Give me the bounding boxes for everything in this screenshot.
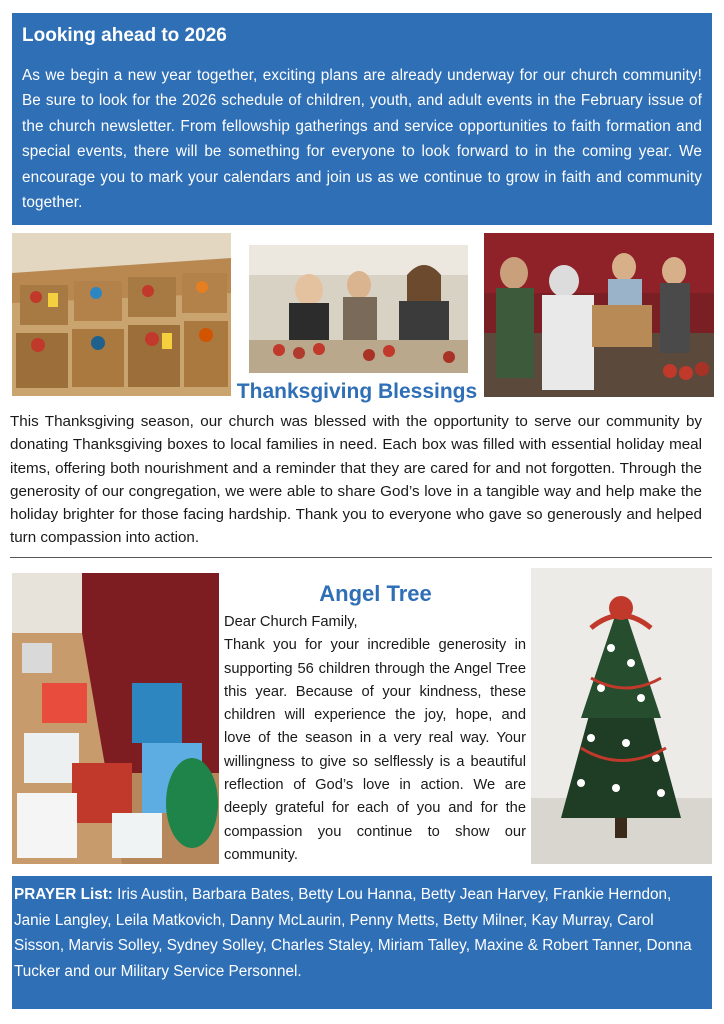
thanksgiving-body: This Thanksgiving season, our church was blessed with the opportunity to serve our community by donating Thanksgiving boxes to local families in need. Each box was filled with essential holiday meal items, offering both nourishment and a reminder that they are cared for and not forgotten. Through the generosity of our congregation, we were able to share God’s love in a tangible way and help make the holiday brighter for those facing hardship. Thank you to everyone who gave so generously and helped turn compassion into action. xyxy=(10,413,702,547)
prayer-list-box xyxy=(12,876,712,1009)
angel-tree-letter xyxy=(224,611,526,867)
angel-tree-title: Angel Tree xyxy=(319,581,432,606)
looking-ahead-banner xyxy=(12,13,712,225)
photo-decorated-christmas-tree xyxy=(531,568,712,864)
photo-angel-tree-gifts xyxy=(12,573,219,864)
photo-food-distribution xyxy=(484,233,714,397)
angel-tree-greeting: Dear Church Family, xyxy=(224,614,358,630)
section-divider xyxy=(10,557,712,558)
photo-volunteers-packing xyxy=(249,245,468,373)
photo-donation-boxes xyxy=(12,233,231,396)
angel-tree-body: Thank you for your incredible generosity in supporting 56 children through the Angel Tree this year. Because of your kindness, these children will experience the joy, hope, and love of the season in a very real way. Your willingness to give so selflessly is a beautiful reflection of God’s love in action. We are deeply grateful for each of you and for the compassion you continue to show our community. xyxy=(224,637,526,863)
prayer-list-names: Iris Austin, Barbara Bates, Betty Lou Hanna, Betty Jean Harvey, Frankie Herndon, Janie Langley, Leila Matkovich, Danny McLaurin, Penny Metts, Betty Milner, Kay Murray, Carol Sisson, Marvis Solley, Sydney Solley, Charles Staley, Miriam Talley, Maxine & Robert Tanner, Donna Tucker and our Military Service Personnel. xyxy=(14,886,692,980)
banner-body: As we begin a new year together, exciting plans are already underway for our church community! Be sure to look for the 2026 schedule of children, youth, and adult events in the February issue of the church newsletter. From fellowship gatherings and service opportunities to faith formation and special events, there will be something for everyone to look forward to in the coming year. We encourage you to mark your calendars and join us as we continue to grow in faith and community together. xyxy=(22,67,702,212)
prayer-list-label: PRAYER List: xyxy=(14,886,113,903)
thanksgiving-title: Thanksgiving Blessings xyxy=(236,380,478,403)
banner-title: Looking ahead to 2026 xyxy=(22,25,227,46)
